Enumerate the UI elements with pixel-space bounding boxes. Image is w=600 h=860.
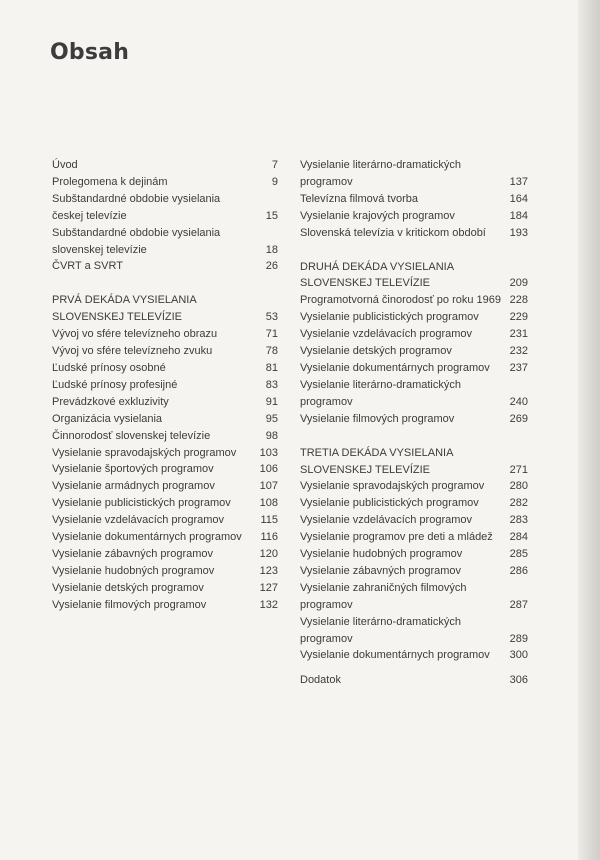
toc-entry-label: Vysielanie krajových programov	[300, 209, 455, 222]
toc-entry	[300, 411, 528, 428]
toc-entry-page: 78	[265, 345, 278, 358]
page-title: Obsah	[50, 40, 130, 65]
toc-entry-label: Vysielanie detských programov	[52, 581, 204, 594]
toc-entry-page: 193	[509, 226, 528, 239]
toc-entry-label: Vysielanie vzdelávacích programov	[300, 514, 473, 527]
toc-entry-page: 15	[265, 209, 278, 222]
toc-entry	[300, 580, 528, 614]
toc-entry-label: Vysielanie zahraničných filmových programov	[300, 581, 467, 611]
toc-entry	[52, 174, 278, 191]
toc-entry	[52, 461, 278, 478]
toc-entry	[300, 360, 528, 377]
toc-entry	[300, 495, 528, 512]
toc-entry-label: Vysielanie zábavných programov	[300, 564, 462, 577]
toc-entry	[300, 672, 528, 689]
toc-entry-page: 9	[271, 175, 278, 188]
toc-entry-page: 237	[509, 361, 528, 374]
toc-entry-label: Vysielanie športových programov	[52, 463, 214, 476]
toc-entry	[52, 225, 278, 259]
toc-entry-label: Ľudské prínosy osobné	[52, 361, 166, 374]
toc-entry-page: 103	[259, 446, 278, 459]
toc-entry-label: DRUHÁ DEKÁDA VYSIELANIA SLOVENSKEJ TELEVÍZIE	[300, 260, 455, 290]
toc-entry	[52, 343, 278, 360]
toc-entry-page: 83	[265, 378, 278, 391]
toc-entry-page: 286	[509, 564, 528, 577]
toc-entry	[300, 225, 528, 242]
toc-entry-label: Vysielanie dokumentárnych programov	[300, 649, 490, 662]
toc-entry-page: 240	[509, 395, 528, 408]
toc-entry-page: 7	[271, 159, 278, 171]
toc-entry	[300, 343, 528, 360]
toc-entry-page: 81	[265, 361, 278, 374]
toc-entry-page: 300	[509, 649, 528, 662]
toc-entry-label: Vysielanie literárno-dramatických programov	[300, 378, 461, 408]
toc-entry-label: Vývoj vo sfére televízneho obrazu	[52, 328, 218, 341]
toc-entry-label: Vysielanie armádnych programov	[52, 480, 215, 493]
toc-entry-page: 184	[509, 209, 528, 222]
toc-entry-page: 98	[265, 429, 278, 442]
toc-entry-page: 107	[259, 480, 278, 493]
toc-entry-page: 123	[259, 564, 278, 577]
toc-right-column	[300, 157, 528, 689]
toc-entry-label: ČVRT a SVRT	[52, 260, 123, 273]
toc-entry-page: 106	[259, 463, 278, 476]
toc-entry-label: Organizácia vysielania	[52, 412, 163, 425]
toc-entry	[52, 326, 278, 343]
toc-entry-page: 95	[265, 412, 278, 425]
toc-left-column	[52, 157, 278, 614]
toc-entry-label: Vysielanie programov pre deti a mládež	[300, 531, 493, 544]
toc-section-heading	[300, 445, 528, 479]
toc-entry	[52, 529, 278, 546]
toc-entry-label: Subštandardné obdobie vysielania slovenskej televízie	[52, 226, 221, 256]
toc-entry	[300, 191, 528, 208]
toc-entry-page: 120	[259, 547, 278, 560]
toc-entry-label: Programotvorná činorodosť po roku 1969	[300, 294, 502, 307]
toc-entry-page: 91	[265, 395, 278, 408]
toc-entry-label: Prolegomena k dejinám	[52, 175, 168, 188]
toc-entry	[52, 411, 278, 428]
toc-entry	[52, 377, 278, 394]
toc-section-heading	[52, 292, 278, 326]
toc-entry	[52, 597, 278, 614]
toc-entry-label: Vysielanie vzdelávacích programov	[52, 514, 225, 527]
toc-entry-page: 271	[509, 463, 528, 476]
toc-entry	[300, 647, 528, 664]
toc-entry-page: 282	[509, 497, 528, 510]
toc-entry-page: 164	[509, 192, 528, 205]
toc-entry-page: 115	[260, 514, 278, 527]
toc-entry	[52, 394, 278, 411]
toc-entry-page: 229	[509, 311, 528, 324]
toc-entry-label: Vysielanie spravodajských programov	[300, 480, 485, 493]
toc-entry	[52, 563, 278, 580]
toc-entry-label: Vysielanie literárno-dramatických programov	[300, 159, 461, 188]
toc-entry	[52, 258, 278, 275]
toc-entry-label: Vysielanie hudobných programov	[52, 564, 215, 577]
toc-entry-label: Vysielanie dokumentárnych programov	[300, 361, 490, 374]
toc-entry	[300, 512, 528, 529]
section-gap	[300, 242, 528, 259]
toc-entry	[300, 614, 528, 648]
toc-entry	[52, 191, 278, 225]
toc-entry-page: 132	[259, 598, 278, 611]
toc-entry	[52, 512, 278, 529]
toc-entry	[52, 428, 278, 445]
toc-entry-page: 53	[265, 311, 278, 324]
toc-entry-label: PRVÁ DEKÁDA VYSIELANIA SLOVENSKEJ TELEVÍZIE	[52, 294, 197, 324]
toc-entry-label: Vysielanie publicistických programov	[300, 311, 479, 324]
toc-entry-label: Prevádzkové exkluzivity	[52, 395, 169, 408]
toc-entry	[52, 445, 278, 462]
toc-entry-page: 306	[509, 674, 528, 687]
toc-entry-page: 26	[265, 260, 278, 273]
toc-entry	[52, 157, 278, 174]
toc-entry	[300, 208, 528, 225]
toc-entry	[52, 495, 278, 512]
toc-entry-label: Vysielanie spravodajských programov	[52, 446, 237, 459]
toc-entry	[300, 309, 528, 326]
toc-entry-page: 116	[260, 531, 278, 544]
toc-entry-label: Úvod	[52, 159, 78, 171]
toc-entry	[52, 478, 278, 495]
toc-section-heading	[300, 259, 528, 293]
toc-entry	[300, 157, 528, 191]
toc-entry-label: Vysielanie publicistických programov	[52, 497, 231, 510]
toc-entry-page: 228	[509, 294, 528, 307]
toc-entry-page: 283	[509, 514, 528, 527]
toc-entry	[300, 563, 528, 580]
toc-entry	[300, 326, 528, 343]
toc-entry-page: 287	[509, 598, 528, 611]
toc-entry-page: 108	[259, 497, 278, 510]
toc-entry-label: Vysielanie literárno-dramatických programov	[300, 615, 461, 645]
toc-entry-label: Dodatok	[300, 674, 341, 687]
toc-entry	[300, 478, 528, 495]
toc-entry-page: 232	[509, 345, 528, 358]
toc-entry-page: 137	[509, 175, 528, 188]
toc-entry-label: Vysielanie detských programov	[300, 345, 452, 358]
toc-entry-page: 231	[509, 328, 528, 341]
toc-entry-label: Ľudské prínosy profesijné	[52, 378, 178, 391]
toc-entry	[52, 580, 278, 597]
toc-entry	[52, 546, 278, 563]
toc-entry-page: 127	[259, 581, 278, 594]
toc-entry-label: Vysielanie hudobných programov	[300, 548, 463, 561]
toc-entry	[300, 377, 528, 411]
toc-entry-page: 285	[509, 548, 528, 561]
toc-entry-label: Vysielanie filmových programov	[52, 598, 207, 611]
toc-entry-label: Vysielanie publicistických programov	[300, 497, 479, 510]
toc-entry-page: 280	[509, 480, 528, 493]
toc-entry-page: 269	[509, 412, 528, 425]
toc-entry-label: TRETIA DEKÁDA VYSIELANIA SLOVENSKEJ TELEVÍZIE	[300, 446, 454, 476]
toc-entry-page: 289	[509, 632, 528, 645]
section-gap	[300, 664, 528, 672]
toc-entry-page: 209	[509, 277, 528, 290]
page-edge-shadow	[578, 0, 600, 860]
toc-entry-page: 18	[265, 243, 278, 256]
toc-entry-page: 71	[265, 328, 278, 341]
toc-entry	[300, 529, 528, 546]
toc-entry-label: Subštandardné obdobie vysielania českej televízie	[52, 192, 221, 222]
toc-entry-page: 284	[509, 531, 528, 544]
toc-entry-label: Vysielanie zábavných programov	[52, 547, 214, 560]
toc-entry	[52, 360, 278, 377]
toc-entry-label: Vývoj vo sfére televízneho zvuku	[52, 345, 213, 358]
section-gap	[300, 428, 528, 445]
toc-entry-label: Vysielanie vzdelávacích programov	[300, 328, 473, 341]
toc-entry-label: Slovenská televízia v kritickom období	[300, 226, 486, 239]
toc-entry-label: Televízna filmová tvorba	[300, 192, 418, 205]
toc-entry-label: Vysielanie dokumentárnych programov	[52, 531, 242, 544]
toc-entry-label: Vysielanie filmových programov	[300, 412, 455, 425]
section-gap	[52, 275, 278, 292]
toc-entry	[300, 292, 528, 309]
toc-entry	[300, 546, 528, 563]
toc-entry-label: Činnorodosť slovenskej televízie	[52, 429, 211, 442]
